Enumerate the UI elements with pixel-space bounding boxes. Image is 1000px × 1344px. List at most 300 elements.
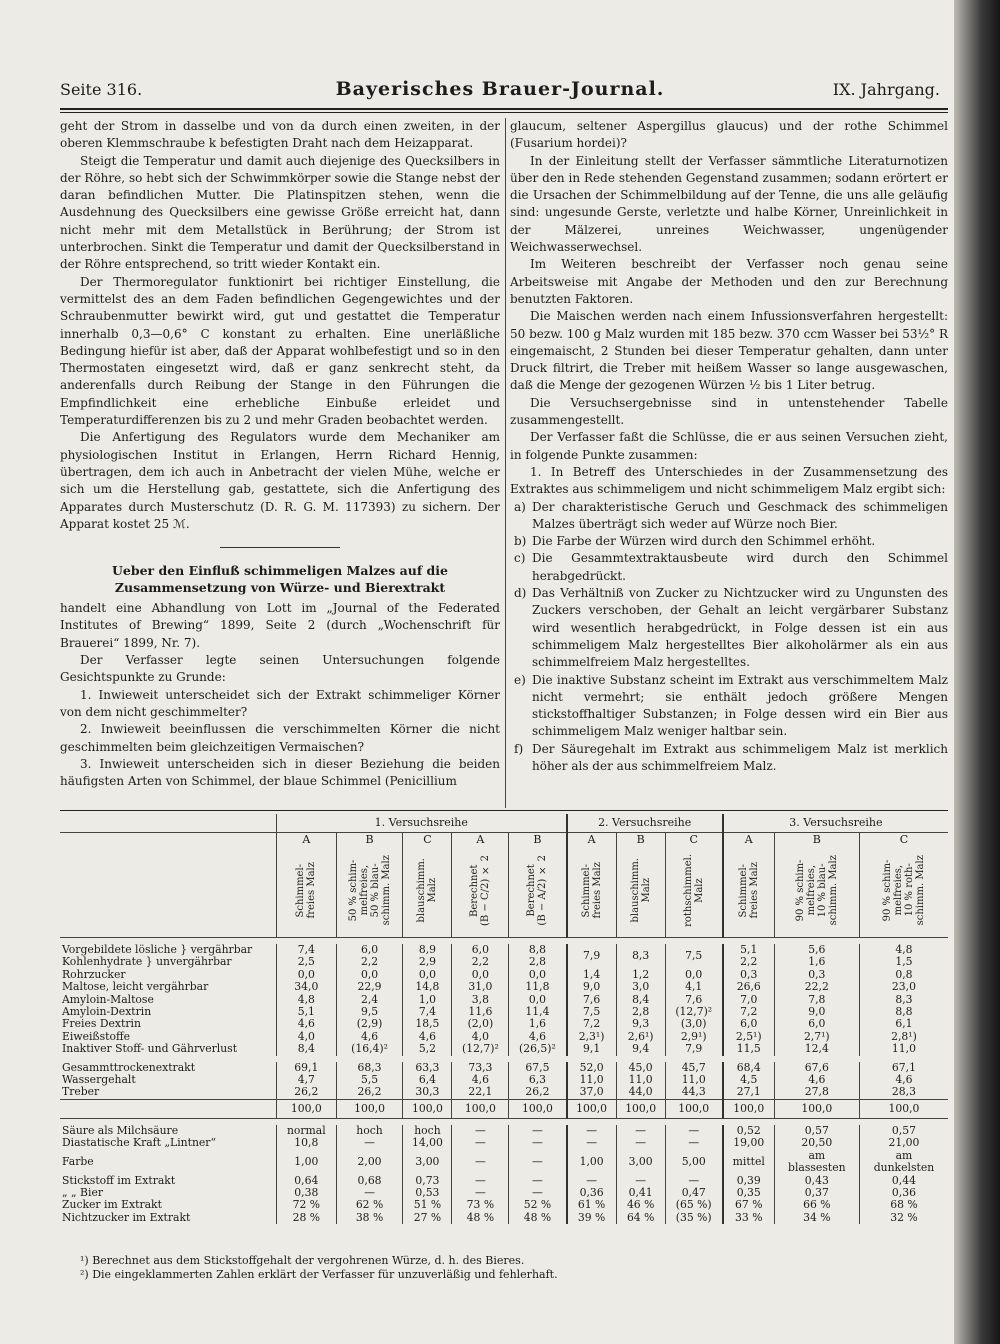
cell: —	[452, 1125, 509, 1137]
column-letter: C	[403, 833, 452, 848]
cell: am blassesten	[774, 1150, 859, 1175]
question-1: 1. Inwieweit unterscheidet sich der Extrakt schimmeliger Körner von dem nicht geschimmelter?	[60, 687, 500, 719]
column-head-text: Schimmel- freies Malz	[580, 862, 603, 919]
cell: 22,1	[452, 1086, 509, 1099]
corner-cell	[60, 847, 277, 938]
column-head-text: 50 % schim- melfreies, 50 % blau- schimm. Malz	[347, 855, 392, 926]
column-letter: C	[665, 833, 723, 848]
cell: 4,6	[774, 1074, 859, 1086]
column-head-text: blauschimm. Malz	[629, 858, 652, 923]
cell: 6,1	[859, 1018, 948, 1030]
cell: 30,3	[403, 1086, 452, 1099]
cell: 0,44	[859, 1175, 948, 1187]
cell: hoch	[403, 1125, 452, 1137]
conclusion-item	[510, 741, 948, 776]
column-head	[616, 847, 665, 938]
cell: 6,0	[452, 944, 509, 956]
conclusion-letter: d)	[514, 586, 527, 601]
cell: (12,7)²	[452, 1043, 509, 1055]
total-cell: 100,0	[567, 1099, 617, 1118]
row-label: Rohrzucker	[62, 968, 126, 981]
cell: (2,9)	[336, 1018, 403, 1030]
conclusion-letter: a)	[514, 499, 526, 514]
cell: 2,8¹)	[859, 1031, 948, 1043]
cell: 0,68	[336, 1175, 403, 1187]
conclusion-text: Die inaktive Substanz scheint im Extrakt aus verschimmeltem Malz nicht vermehrt; sie enthält jedoch größere Mengen stickstoffhaltiger Substanzen; in Folge dessen wird ein Bier aus schimmeligem Malz weniger haltbar sein.	[532, 672, 948, 739]
row-label: Eiweißstoffe	[62, 1030, 131, 1043]
cell: 2,8	[509, 956, 567, 968]
cell: 27 %	[403, 1212, 452, 1224]
cell: 4,6	[509, 1031, 567, 1043]
cell: 3,0	[616, 981, 665, 993]
cell: 7,2	[723, 1006, 774, 1018]
cell: 1,00	[277, 1150, 337, 1175]
corner-cell	[60, 814, 277, 833]
cell: 14,00	[403, 1137, 452, 1149]
cell: 0,38	[277, 1187, 337, 1199]
cell: 22,2	[774, 981, 859, 993]
cell: 0,0	[336, 969, 403, 981]
group-header: 3. Versuchsreihe	[723, 814, 948, 833]
cell: —	[665, 1137, 723, 1149]
row-label: Diastatische Kraft „Lintner“	[62, 1137, 216, 1150]
cell: —	[616, 1175, 665, 1187]
cell: 0,64	[277, 1175, 337, 1187]
cell: —	[509, 1125, 567, 1137]
cell: 44,3	[665, 1086, 723, 1099]
cell: —	[336, 1137, 403, 1149]
cell: 0,57	[774, 1125, 859, 1137]
cell: 9,0	[567, 981, 617, 993]
cell: 11,8	[509, 981, 567, 993]
cell: 68,4	[723, 1062, 774, 1074]
cell: —	[616, 1125, 665, 1137]
column-letter: A	[452, 833, 509, 848]
column-head-text: Schimmel- freies Malz	[737, 862, 760, 919]
cell: 2,9¹)	[665, 1031, 723, 1043]
cell: 61 %	[567, 1199, 617, 1211]
question-3: 3. Inwieweit unterscheiden sich in dieser Beziehung die beiden häufigsten Arten von Schimmel, der blaue Schimmel (Penicillium	[60, 756, 500, 789]
left-column	[60, 118, 500, 790]
cell: 0,0	[452, 969, 509, 981]
cell: 9,4	[616, 1043, 665, 1055]
cell: 8,8	[859, 1006, 948, 1018]
total-cell: 100,0	[616, 1099, 665, 1118]
row-label: Nichtzucker im Extrakt	[62, 1211, 191, 1224]
conclusion-text: Das Verhältniß von Zucker zu Nichtzucker wird zu Ungunsten des Zuckers verschoben, der Gehalt an leicht vergärbarer Substanz wird wesentlich herabgedrückt, in Folge dessen ist ein aus schimmeligem Malz hergestelltes Bier alkoholärmer als ein aus schimmelfreiem Malz hergestelltes.	[532, 586, 948, 670]
cell: 4,6	[277, 1018, 337, 1030]
page-number: Seite 316.	[60, 80, 143, 99]
cell: 1,6	[509, 1018, 567, 1030]
column-head	[567, 847, 617, 938]
cell: 11,5	[723, 1043, 774, 1055]
cell: 28 %	[277, 1212, 337, 1224]
column-letter: B	[336, 833, 403, 848]
total-cell: 100,0	[665, 1099, 723, 1118]
row-label: Vorgebildete lösliche } vergährbar	[62, 944, 253, 956]
table-row	[60, 1137, 948, 1149]
total-cell: 100,0	[277, 1099, 337, 1118]
paragraph: Der Verfasser legte seinen Untersuchungen folgende Gesichtspunkte zu Grunde:	[60, 653, 500, 685]
cell: 45,0	[616, 1062, 665, 1074]
row-label: Kohlenhydrate } unvergährbar	[62, 956, 232, 969]
cell: 6,0	[336, 944, 403, 956]
cell: 73 %	[452, 1199, 509, 1211]
volume-label: IX. Jahrgang.	[832, 80, 940, 99]
cell: 2,5	[277, 956, 337, 968]
column-head	[859, 847, 948, 938]
column-head	[665, 847, 723, 938]
totals-row	[60, 1099, 948, 1118]
conclusion-item	[510, 499, 948, 534]
cell: 34,0	[277, 981, 337, 993]
cell: 5,00	[665, 1150, 723, 1175]
column-head-text: 90 % schim- melfreies, 10 % roth- schimm. Malz	[881, 855, 926, 926]
cell: 0,35	[723, 1187, 774, 1199]
column-head-text: blauschimm. Malz	[416, 858, 439, 923]
results-table	[60, 814, 948, 1224]
row-label: „ „ Bier	[62, 1186, 103, 1199]
paragraph: glaucum, seltener Aspergillus glaucus) und der rothe Schimmel (Fusarium hordei)?	[510, 119, 948, 151]
table-group-row	[60, 814, 948, 833]
cell: 32 %	[859, 1212, 948, 1224]
cell: 11,0	[859, 1043, 948, 1055]
journal-title: Bayerisches Brauer-Journal.	[335, 78, 665, 100]
cell: (2,0)	[452, 1018, 509, 1030]
cell: 0,0	[403, 969, 452, 981]
cell: 52 %	[509, 1199, 567, 1211]
column-head-text: Berechnet (B − C/2) × 2	[469, 854, 492, 926]
cell: 64 %	[616, 1212, 665, 1224]
cell: 0,37	[774, 1187, 859, 1199]
row-label: Maltose, leicht vergährbar	[62, 981, 209, 994]
question-2: 2. Inwieweit beeinflussen die verschimmelten Körner die nicht geschimmelten beim gleichzeitigen Vermaischen?	[60, 722, 500, 754]
cell: 8,4	[616, 994, 665, 1006]
cell: 72 %	[277, 1199, 337, 1211]
section-divider	[220, 547, 340, 548]
cell: 26,6	[723, 981, 774, 993]
column-letter: A	[277, 833, 337, 848]
cell: 44,0	[616, 1086, 665, 1099]
column-head	[403, 847, 452, 938]
row-label: Treber	[62, 1086, 100, 1099]
cell: 8,4	[277, 1043, 337, 1055]
conclusion-item	[510, 672, 948, 741]
conclusion-item	[510, 585, 948, 671]
cell: 0,47	[665, 1187, 723, 1199]
cell: 7,5	[567, 1006, 617, 1018]
cell: —	[665, 1175, 723, 1187]
paragraph: Der Verfasser faßt die Schlüsse, die er aus seinen Versuchen zieht, in folgende Punkte zusammen:	[510, 430, 948, 462]
cell: 9,1	[567, 1043, 617, 1055]
row-label: Farbe	[62, 1154, 94, 1168]
cell: 4,1	[665, 981, 723, 993]
cell: 4,6	[403, 1031, 452, 1043]
conclusion-item	[510, 533, 948, 550]
cell: 39 %	[567, 1212, 617, 1224]
cell: 0,39	[723, 1175, 774, 1187]
total-cell: 100,0	[723, 1099, 774, 1118]
cell: 6,0	[723, 1018, 774, 1030]
cell: 1,2	[616, 969, 665, 981]
cell: 14,8	[403, 981, 452, 993]
cell: 67,5	[509, 1062, 567, 1074]
paragraph: Steigt die Temperatur und damit auch diejenige des Quecksilbers in der Röhre, so hebt sich der Schwimmkörper sowie die Stange nebst der daran befindlichen Mutter. Die Platinspitzen stehen, wenn die Ausdehnung des Quecksilbers eine gewisse Größe erreicht hat, dann nicht mehr mit dem Metallstück in Berührung; der Strom ist unterbrochen. Sinkt die Temperatur und damit der Quecksilberstand in der Röhre entsprechend, so tritt wieder Kontakt ein.	[60, 153, 500, 272]
cell: —	[452, 1137, 509, 1149]
column-head-row	[60, 847, 948, 938]
cell: 6,0	[774, 1018, 859, 1030]
row-label: Amyloin-Dextrin	[62, 1006, 152, 1019]
cell: 7,9	[665, 1043, 723, 1055]
cell: —	[509, 1150, 567, 1175]
cell: 10,8	[277, 1137, 337, 1149]
cell: 5,6	[774, 944, 859, 956]
cell: 4,6	[452, 1074, 509, 1086]
cell: —	[567, 1175, 617, 1187]
cell: 12,4	[774, 1043, 859, 1055]
conclusion-text: Der Säuregehalt im Extrakt aus schimmeligem Malz ist merklich höher als der aus schimmelfreiem Malz.	[532, 741, 948, 773]
column-head-text: rothschimmel. Malz	[682, 853, 705, 927]
cell: 0,0	[509, 969, 567, 981]
cell: 62 %	[336, 1199, 403, 1211]
column-letter: B	[616, 833, 665, 848]
row-label: Säure als Milchsäure	[62, 1124, 179, 1137]
column-head	[723, 847, 774, 938]
column-head-text: Berechnet (B − A/2) × 2	[526, 855, 549, 926]
cell: 18,5	[403, 1018, 452, 1030]
cell: 27,8	[774, 1086, 859, 1099]
cell: 7,5	[665, 944, 723, 969]
cell: 0,43	[774, 1175, 859, 1187]
cell: (26,5)²	[509, 1043, 567, 1055]
cell: 2,2	[452, 956, 509, 968]
total-cell: 100,0	[452, 1099, 509, 1118]
paragraph: 1. In Betreff des Unterschiedes in der Zusammensetzung des Extraktes aus schimmeligem und nicht schimmeligem Malz ergibt sich:	[510, 464, 948, 497]
table-section-totals	[60, 1099, 948, 1118]
cell: 4,7	[277, 1074, 337, 1086]
footnote-2: ²) Die eingeklammerten Zahlen erklärt der Verfasser für unzuverläßig und fehlerhaft.	[80, 1268, 558, 1281]
cell: 4,0	[452, 1031, 509, 1043]
cell: 2,2	[336, 956, 403, 968]
cell: 20,50	[774, 1137, 859, 1149]
cell: 26,2	[336, 1086, 403, 1099]
cell: 3,00	[403, 1150, 452, 1175]
cell: (3,0)	[665, 1018, 723, 1030]
cell: 27,1	[723, 1086, 774, 1099]
paragraph: In der Einleitung stellt der Verfasser sämmtliche Literaturnotizen über den in Rede stehenden Gegenstand zusammen; sodann erörtert er die Ursachen der Schimmelbildung auf der Tenne, die uns alle geläufig sind: ungesunde Gerste, verletzte und halbe Körner, Unreinlichkeit in der Mälzerei, unreines Weichwasser, ungenügender Weichwasserwechsel.	[510, 153, 948, 255]
cell: 7,4	[403, 1006, 452, 1018]
cell: 7,4	[277, 944, 337, 956]
cell: 48 %	[452, 1212, 509, 1224]
conclusion-text: Die Gesammtextraktausbeute wird durch den Schimmel herabgedrückt.	[532, 551, 948, 583]
paragraph: geht der Strom in dasselbe und von da durch einen zweiten, in der oberen Klemmschraube k befestigten Draht nach dem Heizapparat.	[60, 119, 500, 151]
column-letter: B	[509, 833, 567, 848]
footnote-1: ¹) Berechnet aus dem Stickstoffgehalt der vergohrenen Würze, d. h. des Bieres.	[80, 1254, 525, 1267]
cell: 1,6	[774, 956, 859, 968]
table-row	[60, 981, 948, 993]
cell: —	[616, 1137, 665, 1149]
cell: 8,3	[616, 944, 665, 969]
cell: 0,41	[616, 1187, 665, 1199]
cell: 46 %	[616, 1199, 665, 1211]
cell: —	[452, 1187, 509, 1199]
cell: (12,7)²	[665, 1006, 723, 1018]
cell: 0,36	[859, 1187, 948, 1199]
row-label: Inaktiver Stoff- und Gährverlust	[62, 1043, 238, 1056]
cell: 68 %	[859, 1199, 948, 1211]
column-divider	[505, 118, 506, 808]
cell: 73,3	[452, 1062, 509, 1074]
cell: —	[665, 1125, 723, 1137]
cell: 11,0	[616, 1074, 665, 1086]
column-letter: A	[723, 833, 774, 848]
cell: 19,00	[723, 1137, 774, 1149]
cell: 5,1	[277, 1006, 337, 1018]
cell: (65 %)	[665, 1199, 723, 1211]
table-row	[60, 956, 948, 968]
cell: 9,5	[336, 1006, 403, 1018]
article-heading: Ueber den Einfluß schimmeligen Malzes auf die Zusammensetzung von Würze- und Bierextrakt	[111, 563, 448, 596]
conclusion-letter: b)	[514, 534, 527, 549]
row-label: Gesammttrockenextrakt	[62, 1061, 196, 1074]
column-head	[277, 847, 337, 938]
cell: 1,4	[567, 969, 617, 981]
cell: 2,9	[403, 956, 452, 968]
cell: 6,3	[509, 1074, 567, 1086]
cell: 8,3	[859, 994, 948, 1006]
cell: 2,3¹)	[567, 1031, 617, 1043]
conclusion-letter: e)	[514, 672, 526, 687]
cell: mittel	[723, 1150, 774, 1175]
cell: —	[509, 1175, 567, 1187]
table-section-properties	[60, 1118, 948, 1224]
cell: 7,0	[723, 994, 774, 1006]
cell: 26,2	[277, 1086, 337, 1099]
cell: 4,0	[277, 1031, 337, 1043]
row-label: Amyloin-Maltose	[62, 993, 154, 1006]
cell: 28,3	[859, 1086, 948, 1099]
cell: —	[567, 1125, 617, 1137]
column-letter: A	[567, 833, 617, 848]
cell: 8,9	[403, 944, 452, 956]
column-head	[452, 847, 509, 938]
cell: 22,9	[336, 981, 403, 993]
column-letter-row	[60, 833, 948, 848]
column-head	[336, 847, 403, 938]
cell: 34 %	[774, 1212, 859, 1224]
conclusion-text: Die Farbe der Würzen wird durch den Schimmel erhöht.	[532, 534, 876, 549]
cell: —	[336, 1187, 403, 1199]
cell: 3,8	[452, 994, 509, 1006]
cell: 52,0	[567, 1062, 617, 1074]
cell: 9,0	[774, 1006, 859, 1018]
cell: 3,00	[616, 1150, 665, 1175]
cell: —	[567, 1137, 617, 1149]
conclusion-letter: f)	[514, 741, 524, 756]
total-cell: 100,0	[336, 1099, 403, 1118]
table-row	[60, 1018, 948, 1030]
cell: 2,2	[723, 956, 774, 968]
cell: am dunkelsten	[859, 1150, 948, 1175]
cell: 68,3	[336, 1062, 403, 1074]
cell: 7,9	[567, 944, 617, 969]
cell: 67,1	[859, 1062, 948, 1074]
cell: 8,8	[509, 944, 567, 956]
cell: 11,4	[509, 1006, 567, 1018]
header-rule-thin	[60, 112, 948, 113]
cell: —	[509, 1137, 567, 1149]
conclusion-text: Der charakteristische Geruch und Geschmack des schimmeligen Malzes überträgt sich weder auf Würze noch Bier.	[532, 499, 948, 531]
cell: (35 %)	[665, 1212, 723, 1224]
cell: 2,8	[616, 1006, 665, 1018]
cell: 2,00	[336, 1150, 403, 1175]
row-label	[60, 1099, 277, 1118]
cell: 11,6	[452, 1006, 509, 1018]
cell: 0,0	[509, 994, 567, 1006]
group-header: 2. Versuchsreihe	[567, 814, 723, 833]
table-row	[60, 1043, 948, 1055]
cell: 21,00	[859, 1137, 948, 1149]
page-header	[60, 80, 940, 108]
cell: 9,3	[616, 1018, 665, 1030]
cell: 0,8	[859, 969, 948, 981]
cell: 1,00	[567, 1150, 617, 1175]
cell: 0,0	[277, 969, 337, 981]
total-cell: 100,0	[774, 1099, 859, 1118]
cell: 7,6	[567, 994, 617, 1006]
table-row	[60, 1212, 948, 1224]
paragraph: Der Thermoregulator funktionirt bei richtiger Einstellung, die vermittelst des an dem Faden befindlichen Gegengewichtes und der Schraubenmutter bewirkt wird, gut und gestattet die Temperatur innerhalb 0,3—0,6° C konstant zu erhalten. Eine unerläßliche Bedingung hiefür ist aber, daß der Apparat wohlbefestigt und so in den Thermostaten eingesetzt wird, daß er ganz senkrecht steht, da anderenfalls durch Reibung der Stange in den Führungen die Empfindlichkeit eine erhebliche Einbuße erleidet und Temperaturdifferenzen bis zu 2 und mehr Graden beobachtet werden.	[60, 274, 500, 428]
cell: 69,1	[277, 1062, 337, 1074]
paragraph: Die Anfertigung des Regulators wurde dem Mechaniker am physiologischen Institut in Erlangen, Herrn Richard Hennig, übertragen, dem ich auch in Anbetracht der vielen Mühe, welche er sich um die Herstellung gab, gestattete, sich die Anfertigung des Apparates durch Musterschutz (D. R. G. M. 117393) zu sichern. Der Apparat kostet 25 ℳ.	[60, 430, 500, 531]
cell: 5,2	[403, 1043, 452, 1055]
cell: 11,0	[665, 1074, 723, 1086]
row-label: Zucker im Extrakt	[62, 1199, 162, 1212]
cell: —	[452, 1175, 509, 1187]
header-rule	[60, 108, 948, 110]
cell: 11,0	[567, 1074, 617, 1086]
column-head	[774, 847, 859, 938]
paragraph: Im Weiteren beschreibt der Verfasser noch genau seine Arbeitsweise mit Angabe der Methoden und den zur Berechnung benutzten Faktoren.	[510, 257, 948, 306]
cell: 33 %	[723, 1212, 774, 1224]
cell: 2,7¹)	[774, 1031, 859, 1043]
table-row	[60, 1086, 948, 1099]
row-label: Wassergehalt	[62, 1074, 136, 1087]
cell: 48 %	[509, 1212, 567, 1224]
column-head-text: Schimmel- freies Malz	[295, 862, 318, 919]
cell: 5,1	[723, 944, 774, 956]
cell: 7,2	[567, 1018, 617, 1030]
scan-edge-shadow	[954, 0, 1000, 1344]
cell: 4,6	[336, 1031, 403, 1043]
cell: 4,6	[859, 1074, 948, 1086]
conclusion-letter: c)	[514, 551, 526, 566]
cell: 7,6	[665, 994, 723, 1006]
table-row	[60, 1150, 948, 1175]
conclusion-item	[510, 550, 948, 585]
footnotes	[80, 1254, 558, 1282]
cell: 0,57	[859, 1125, 948, 1137]
cell: 51 %	[403, 1199, 452, 1211]
corner-cell	[60, 833, 277, 848]
cell: 4,8	[277, 994, 337, 1006]
total-cell: 100,0	[403, 1099, 452, 1118]
cell: 31,0	[452, 981, 509, 993]
paragraph: Die Maischen werden nach einem Infussionsverfahren hergestellt: 50 bezw. 100 g Malz wurden mit 185 bezw. 370 ccm Wasser bei 53½° R eingemaischt, 2 Stunden bei dieser Temperatur gehalten, dann unter Druck filtrirt, die Treber mit heißem Wasser so lange ausgewaschen, daß die Menge der gezogenen Würzen ½ bis 1 Liter betrug.	[510, 309, 948, 393]
cell: 26,2	[509, 1086, 567, 1099]
cell: 2,4	[336, 994, 403, 1006]
cell: 4,5	[723, 1074, 774, 1086]
